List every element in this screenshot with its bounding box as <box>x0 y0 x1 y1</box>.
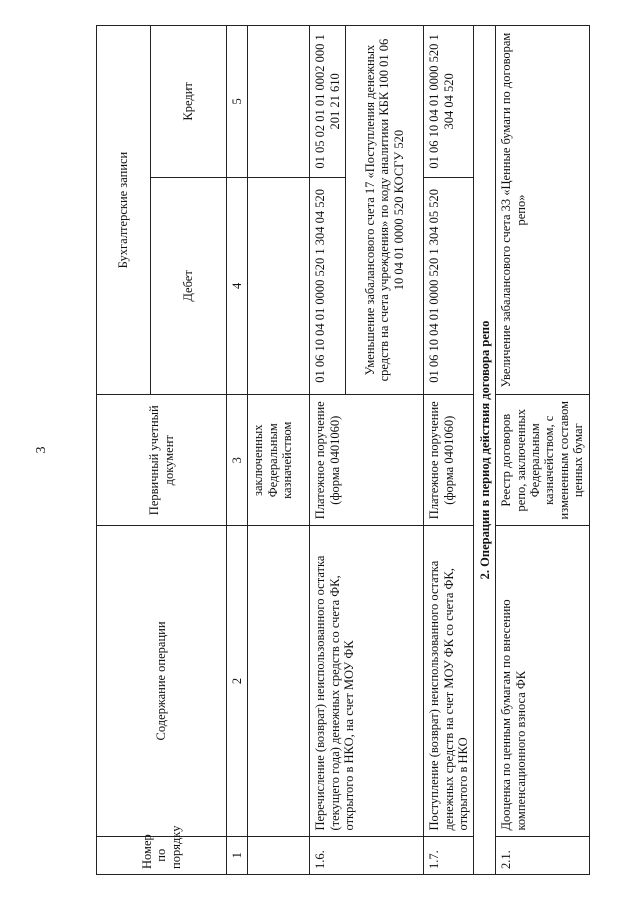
row-1-7-content: Поступление (возврат) неиспользованного остатка денежных средств на счет МОУ ФК со счета ФК, открытого в НКО <box>424 526 474 836</box>
row-1-6-number: 1.6. <box>310 836 424 874</box>
accounting-table <box>96 25 590 875</box>
header-credit: Кредит <box>151 26 227 178</box>
carryover-document: заключенных Федеральным казначейством <box>248 395 310 526</box>
header-document: Первичный учетный документ <box>97 395 227 526</box>
row-2-1-note: Увеличение забалансового счета 33 «Ценные бумаги по договорам репо» <box>496 26 589 395</box>
row-1-7-debit: 01 06 10 04 01 0000 520 1 304 05 520 <box>424 177 474 394</box>
header-number: Номер по порядку <box>97 836 227 874</box>
column-number-4: 4 <box>227 177 248 394</box>
column-number-5: 5 <box>227 26 248 178</box>
header-records: Бухгалтерские записи <box>97 26 151 395</box>
rotated-table-frame <box>96 25 586 875</box>
column-number-1: 1 <box>227 836 248 874</box>
row-1-6-content: Перечисление (возврат) неиспользованного остатка (текущего года) денежных средств со счета ФК, открытого в НКО, на счет МОУ ФК <box>310 526 424 836</box>
row-1-6-debit: 01 06 10 04 01 0000 520 1 304 04 520 <box>310 177 346 394</box>
carryover-number <box>248 836 310 874</box>
row-1-7-number: 1.7. <box>424 836 474 874</box>
section-2-title: 2. Операции в период действия договора репо <box>474 26 496 875</box>
row-1-7-credit: 01 06 10 04 01 0000 520 1 304 04 520 <box>424 26 474 178</box>
column-number-3: 3 <box>227 395 248 526</box>
row-1-7-document: Платежное поручение (форма 0401060) <box>424 395 474 526</box>
carryover-content <box>248 526 310 836</box>
carryover-debit <box>248 177 310 394</box>
page-number: 3 <box>34 446 49 454</box>
column-number-2: 2 <box>227 526 248 836</box>
row-1-6-credit: 01 05 02 01 01 0002 000 1 201 21 610 <box>310 26 346 178</box>
header-content: Содержание операции <box>97 526 227 836</box>
header-debit: Дебет <box>151 177 227 394</box>
row-1-6-note: Уменьшение забалансового счета 17 «Поступления денежных средств на счета учреждения» по коду аналитики КБК 100 01 06 10 04 01 0000 520 КОСГУ 520 <box>346 26 424 395</box>
row-2-1-content: Дооценка по ценным бумагам по внесению компенсационного взноса ФК <box>496 526 589 836</box>
row-2-1-document: Реестр договоров репо, заключенных Федеральным казначейством, с измененным составом ценных бумаг <box>496 395 589 526</box>
row-1-6-document: Платежное поручение (форма 0401060) <box>310 395 424 526</box>
row-2-1-number: 2.1. <box>496 836 589 874</box>
carryover-credit <box>248 26 310 178</box>
